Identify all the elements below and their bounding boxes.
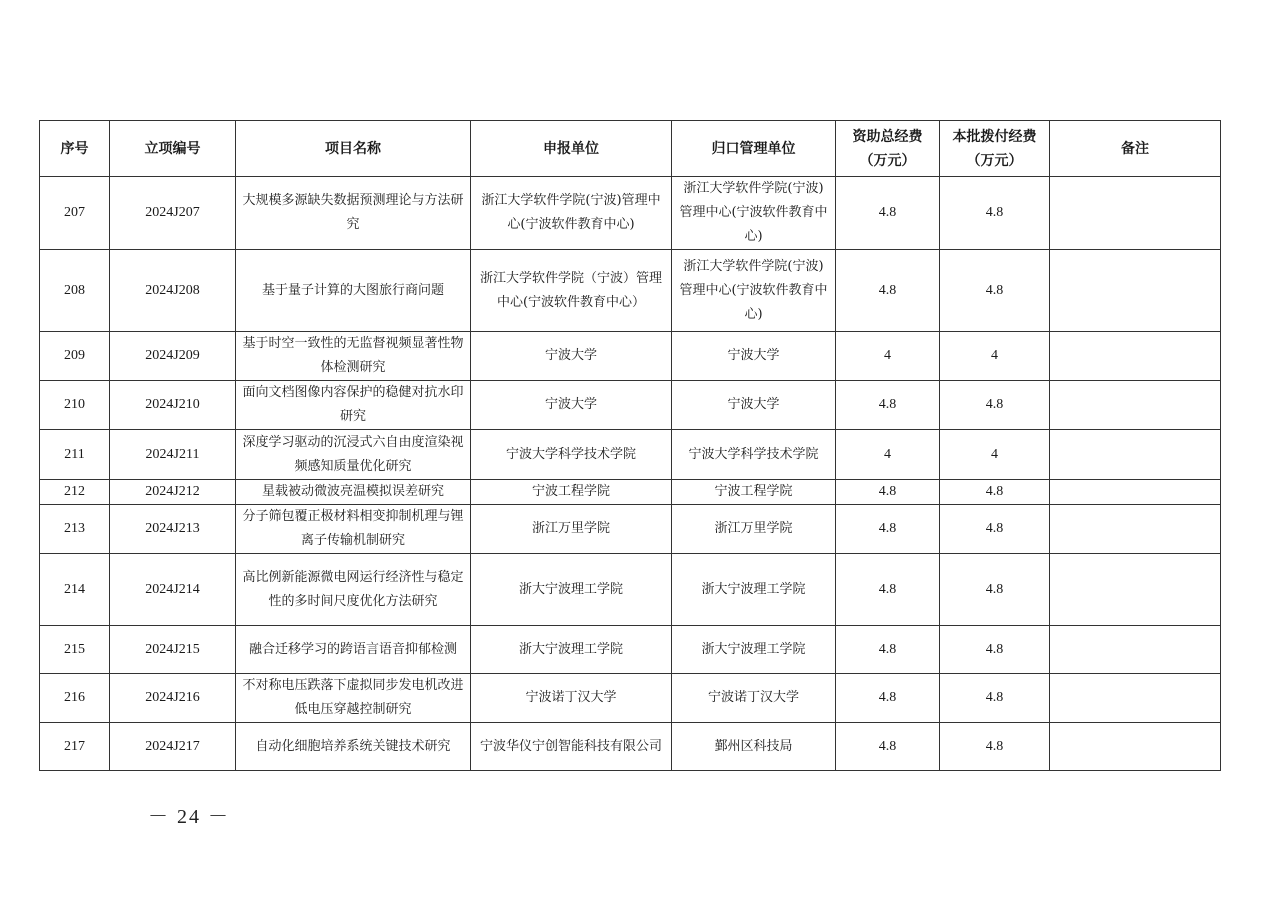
project-table xyxy=(39,120,1221,771)
table-row xyxy=(40,626,1221,674)
cell-applicant: 浙江大学软件学院(宁波)管理中心(宁波软件教育中心) xyxy=(471,177,672,250)
cell-batch: 4.8 xyxy=(940,505,1050,554)
cell-remark xyxy=(1050,332,1221,381)
cell-applicant: 浙大宁波理工学院 xyxy=(471,626,672,674)
cell-manager: 宁波诺丁汉大学 xyxy=(672,674,836,723)
cell-applicant: 宁波工程学院 xyxy=(471,480,672,505)
cell-manager: 宁波大学 xyxy=(672,332,836,381)
table-row xyxy=(40,430,1221,480)
cell-total: 4.8 xyxy=(836,554,940,626)
cell-total: 4.8 xyxy=(836,674,940,723)
cell-batch: 4.8 xyxy=(940,381,1050,430)
header-batch: 本批拨付经费（万元） xyxy=(940,121,1050,177)
cell-manager: 浙江大学软件学院(宁波)管理中心(宁波软件教育中心) xyxy=(672,177,836,250)
cell-batch: 4 xyxy=(940,332,1050,381)
page-number: － 24 － xyxy=(148,806,230,828)
cell-code: 2024J213 xyxy=(110,505,236,554)
table-row xyxy=(40,723,1221,771)
cell-total: 4.8 xyxy=(836,381,940,430)
cell-index: 214 xyxy=(40,554,110,626)
cell-code: 2024J208 xyxy=(110,250,236,332)
cell-index: 208 xyxy=(40,250,110,332)
cell-manager: 宁波工程学院 xyxy=(672,480,836,505)
cell-index: 207 xyxy=(40,177,110,250)
cell-code: 2024J207 xyxy=(110,177,236,250)
cell-code: 2024J210 xyxy=(110,381,236,430)
table-row xyxy=(40,480,1221,505)
cell-manager: 浙江万里学院 xyxy=(672,505,836,554)
table-row xyxy=(40,250,1221,332)
cell-index: 211 xyxy=(40,430,110,480)
cell-total: 4.8 xyxy=(836,505,940,554)
cell-applicant: 宁波华仪宁创智能科技有限公司 xyxy=(471,723,672,771)
table-row xyxy=(40,177,1221,250)
table-row xyxy=(40,505,1221,554)
cell-applicant: 宁波大学 xyxy=(471,381,672,430)
cell-manager: 浙江大学软件学院(宁波)管理中心(宁波软件教育中心) xyxy=(672,250,836,332)
header-applicant: 申报单位 xyxy=(471,121,672,177)
cell-index: 209 xyxy=(40,332,110,381)
header-manager: 归口管理单位 xyxy=(672,121,836,177)
cell-index: 213 xyxy=(40,505,110,554)
cell-remark xyxy=(1050,505,1221,554)
cell-name: 深度学习驱动的沉浸式六自由度渲染视频感知质量优化研究 xyxy=(236,430,471,480)
cell-name: 星载被动微波亮温模拟误差研究 xyxy=(236,480,471,505)
cell-applicant: 宁波大学 xyxy=(471,332,672,381)
cell-total: 4.8 xyxy=(836,177,940,250)
cell-code: 2024J211 xyxy=(110,430,236,480)
cell-total: 4.8 xyxy=(836,480,940,505)
table-row xyxy=(40,674,1221,723)
cell-name: 不对称电压跌落下虚拟同步发电机改进低电压穿越控制研究 xyxy=(236,674,471,723)
cell-index: 215 xyxy=(40,626,110,674)
cell-batch: 4.8 xyxy=(940,723,1050,771)
cell-manager: 浙大宁波理工学院 xyxy=(672,554,836,626)
cell-batch: 4.8 xyxy=(940,554,1050,626)
cell-applicant: 浙大宁波理工学院 xyxy=(471,554,672,626)
cell-batch: 4 xyxy=(940,430,1050,480)
cell-index: 212 xyxy=(40,480,110,505)
header-code: 立项编号 xyxy=(110,121,236,177)
cell-manager: 鄞州区科技局 xyxy=(672,723,836,771)
cell-name: 基于量子计算的大图旅行商问题 xyxy=(236,250,471,332)
cell-remark xyxy=(1050,250,1221,332)
cell-code: 2024J216 xyxy=(110,674,236,723)
cell-applicant: 宁波大学科学技术学院 xyxy=(471,430,672,480)
table-row xyxy=(40,554,1221,626)
cell-total: 4 xyxy=(836,332,940,381)
cell-code: 2024J212 xyxy=(110,480,236,505)
cell-manager: 浙大宁波理工学院 xyxy=(672,626,836,674)
cell-code: 2024J209 xyxy=(110,332,236,381)
cell-total: 4.8 xyxy=(836,626,940,674)
cell-applicant: 浙江大学软件学院（宁波）管理中心(宁波软件教育中心） xyxy=(471,250,672,332)
cell-name: 融合迁移学习的跨语言语音抑郁检测 xyxy=(236,626,471,674)
table-body xyxy=(40,177,1221,771)
cell-remark xyxy=(1050,554,1221,626)
cell-manager: 宁波大学 xyxy=(672,381,836,430)
cell-index: 217 xyxy=(40,723,110,771)
cell-name: 高比例新能源微电网运行经济性与稳定性的多时间尺度优化方法研究 xyxy=(236,554,471,626)
cell-code: 2024J215 xyxy=(110,626,236,674)
table-row xyxy=(40,332,1221,381)
cell-batch: 4.8 xyxy=(940,480,1050,505)
header-remark: 备注 xyxy=(1050,121,1221,177)
cell-name: 自动化细胞培养系统关键技术研究 xyxy=(236,723,471,771)
cell-name: 基于时空一致性的无监督视频显著性物体检测研究 xyxy=(236,332,471,381)
cell-remark xyxy=(1050,177,1221,250)
cell-name: 分子筛包覆正极材料相变抑制机理与锂离子传输机制研究 xyxy=(236,505,471,554)
cell-applicant: 宁波诺丁汉大学 xyxy=(471,674,672,723)
table-header-row xyxy=(40,121,1221,177)
cell-code: 2024J214 xyxy=(110,554,236,626)
cell-total: 4.8 xyxy=(836,250,940,332)
cell-total: 4.8 xyxy=(836,723,940,771)
cell-remark xyxy=(1050,381,1221,430)
header-name: 项目名称 xyxy=(236,121,471,177)
header-index: 序号 xyxy=(40,121,110,177)
cell-batch: 4.8 xyxy=(940,177,1050,250)
cell-remark xyxy=(1050,480,1221,505)
cell-remark xyxy=(1050,430,1221,480)
cell-name: 面向文档图像内容保护的稳健对抗水印研究 xyxy=(236,381,471,430)
cell-remark xyxy=(1050,674,1221,723)
cell-batch: 4.8 xyxy=(940,674,1050,723)
cell-batch: 4.8 xyxy=(940,250,1050,332)
cell-total: 4 xyxy=(836,430,940,480)
table-row xyxy=(40,381,1221,430)
cell-remark xyxy=(1050,723,1221,771)
cell-name: 大规模多源缺失数据预测理论与方法研究 xyxy=(236,177,471,250)
cell-code: 2024J217 xyxy=(110,723,236,771)
cell-batch: 4.8 xyxy=(940,626,1050,674)
cell-index: 216 xyxy=(40,674,110,723)
cell-remark xyxy=(1050,626,1221,674)
header-total: 资助总经费（万元） xyxy=(836,121,940,177)
cell-manager: 宁波大学科学技术学院 xyxy=(672,430,836,480)
cell-index: 210 xyxy=(40,381,110,430)
cell-applicant: 浙江万里学院 xyxy=(471,505,672,554)
